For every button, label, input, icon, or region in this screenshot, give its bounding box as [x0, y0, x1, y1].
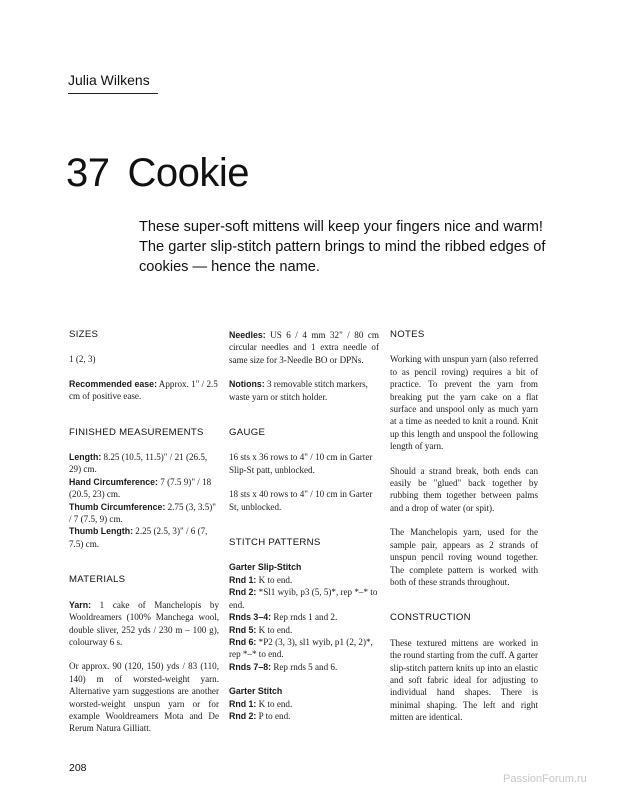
- row-label: Rnds 7–8:: [229, 661, 272, 672]
- notions-label: Notions:: [229, 379, 265, 390]
- row-text: Rep rnds 5 and 6.: [271, 661, 338, 672]
- row-label: Rnds 3–4:: [229, 612, 272, 623]
- sizes-values: 1 (2, 3): [69, 354, 96, 365]
- measurement-text: 2.75 (3, 3.5)" / 7 (7.5, 9) cm.: [69, 501, 216, 525]
- pattern-number: 37: [66, 151, 110, 195]
- needles-paragraph: [229, 329, 379, 366]
- finished-measurements-heading: FINISHED MEASUREMENTS: [69, 426, 204, 438]
- notes-paragraph: The Manchelopis yarn, used for the sample pair, appears as 2 strands of unspun pencil roving wound together. The complete pattern is worked with both of these strands throughout.: [390, 527, 538, 587]
- pattern-name: Cookie: [127, 151, 250, 195]
- pattern-row: [229, 636, 379, 661]
- measurement-text: 2.25 (2.5, 3)" / 6 (7, 7.5) cm.: [69, 526, 208, 549]
- row-label: Rnd 6:: [229, 636, 257, 647]
- yarn-label: Yarn:: [69, 599, 92, 610]
- author-name: Julia Wilkens: [68, 72, 150, 88]
- pattern-row: [229, 698, 379, 710]
- measurement-label: Hand Circumference:: [69, 476, 158, 487]
- ease-label: Recommended ease:: [69, 378, 158, 389]
- pattern-row: [229, 574, 379, 586]
- row-text: K to end.: [256, 574, 293, 585]
- measurement-label: Length:: [69, 452, 102, 463]
- notes-paragraph: Should a strand break, both ends can easily be "glued" back together by rubbing them together between palms and a drop of water (or spit).: [390, 465, 538, 513]
- notions-paragraph: [229, 378, 379, 403]
- row-text: *P2 (3, 3), sl1 wyib, p1 (2, 2)*, rep *–* to end.: [229, 636, 373, 660]
- measurement-text: 8.25 (10.5, 11.5)" / 21 (26.5, 29) cm.: [69, 452, 208, 475]
- row-label: Rnd 2:: [229, 587, 257, 598]
- notes-heading: NOTES: [390, 329, 425, 340]
- pattern-title: [66, 151, 249, 196]
- notes-paragraph: Working with unspun yarn (also referred to as pencil roving) requires a bit of practice. To prevent the yarn from breaking put the yarn cake on a flat surface and unspool only as much yarn at a time as needed to knit a round. Knit up this length and unspool the following length of yarn.: [390, 354, 539, 452]
- recommended-ease: [69, 378, 219, 403]
- row-text: K to end.: [256, 624, 293, 635]
- measurement-item: [69, 525, 219, 550]
- measurement-label: Thumb Circumference:: [69, 501, 166, 512]
- garter-stitch-title: Garter Stitch: [229, 686, 283, 697]
- measurement-item: [69, 501, 219, 526]
- pattern-row: [229, 586, 379, 611]
- watermark: PassionForum.ru: [503, 773, 587, 785]
- row-label: Rnd 2:: [229, 710, 257, 721]
- garter-slip-stitch-title: Garter Slip-Stitch: [229, 562, 302, 573]
- measurement-text: 7 (7.5 9)" / 18 (20.5, 23) cm.: [69, 476, 212, 500]
- needles-text: US 6 / 4 mm 32" / 80 cm circular needles and 1 extra needle of same size for 3-Needle BO or DPNs.: [229, 330, 379, 365]
- row-text: *Sl1 wyib, p3 (5, 5)*, rep *–* to end.: [229, 587, 378, 610]
- notions-text: 3 removable stitch markers, waste yarn or stitch holder.: [229, 379, 368, 402]
- column-right: [390, 329, 538, 724]
- row-text: Rep rnds 1 and 2.: [271, 612, 338, 623]
- pattern-row: [229, 611, 379, 623]
- measurement-item: [69, 476, 219, 501]
- measurement-item: [69, 451, 219, 476]
- yarn-text: 1 cake of Manchelopis by Wooldreamers (100% Manchega wool, double sliver, 252 yds / 230 m – 100 g), colourway 6 s.: [69, 599, 219, 647]
- row-label: Rnd 1:: [229, 574, 257, 585]
- page-number: 208: [69, 762, 87, 774]
- row-text: P to end.: [256, 710, 291, 721]
- stitch-patterns-heading: STITCH PATTERNS: [229, 537, 321, 549]
- pattern-row: [229, 624, 379, 636]
- gauge-heading: GAUGE: [229, 427, 266, 439]
- alternative-yarn-paragraph: Or approx. 90 (120, 150) yds / 83 (110, 140) m of worsted-weight yarn. Alternative yarn suggestions are another worsted-weight unspun yarn or for example Wooldreamers Mota and De Rerum Natura Gilliatt.: [69, 661, 219, 734]
- pattern-row: [229, 661, 379, 673]
- gauge-line: 18 sts x 40 rows to 4" / 10 cm in Garter St, unblocked.: [229, 489, 373, 512]
- yarn-paragraph: [69, 599, 219, 649]
- row-label: Rnd 5:: [229, 624, 257, 635]
- gauge-line: 16 sts x 36 rows to 4" / 10 cm in Garter Slip-St patt, unblocked.: [229, 452, 373, 475]
- column-middle: [229, 329, 379, 722]
- construction-heading: CONSTRUCTION: [390, 612, 471, 624]
- row-text: K to end.: [256, 698, 293, 709]
- pattern-row: [229, 710, 379, 722]
- sizes-heading: SIZES: [69, 329, 99, 340]
- ease-text: Approx. 1" / 2.5 cm of positive ease.: [69, 378, 218, 402]
- measurement-label: Thumb Length:: [69, 526, 134, 537]
- construction-paragraph: These textured mittens are worked in the round starting from the cuff. A garter slip-stitch pattern knits up into an elastic and soft fabric ideal for adjusting to individual hand shapes. There is minimal shaping. The left and right mitten are identical.: [390, 637, 538, 723]
- materials-heading: MATERIALS: [69, 574, 126, 586]
- row-label: Rnd 1:: [229, 698, 257, 709]
- author-divider: [68, 93, 158, 94]
- column-left: [69, 329, 219, 735]
- needles-label: Needles:: [229, 330, 266, 340]
- intro-paragraph: These super-soft mittens will keep your fingers nice and warm! The garter slip-stitch pattern brings to mind the ribbed edges of cookies — hence the name.: [139, 219, 546, 275]
